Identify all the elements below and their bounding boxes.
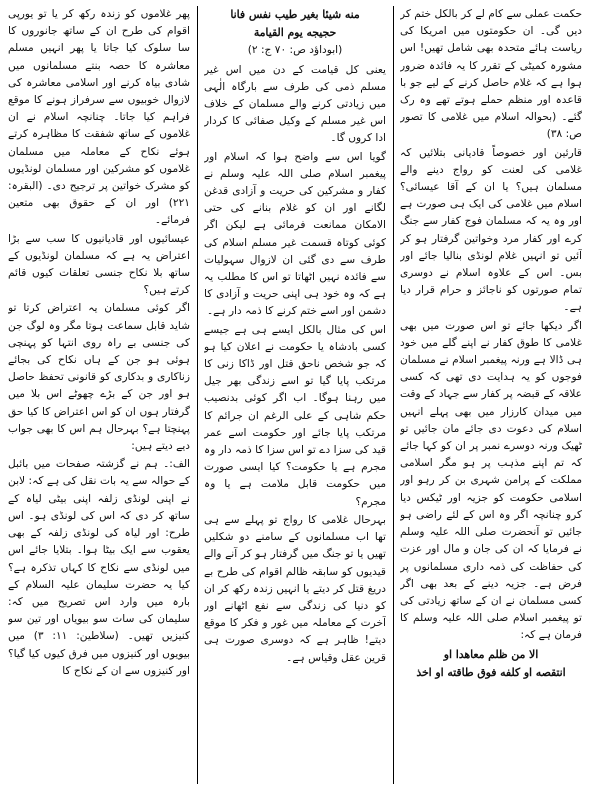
paragraph: قارئین اور خصوصاً قادیانی بتلائیں کہ غلامی کی لعنت کو رواج دینے والے مسلمان ہیں؟ یا ان کے آقا عیسائی؟ اسلام میں غلامی کی ایک ہی صورت ہے اور وہ یہ کہ مسلمان فوج کفار سے جنگ کرے اور کفار مرد وخواتین گرفتار ہو کر آئیں تو انہیں غلام لونڈی بنالیا جائے اور بس۔ اس کے علاوہ اسلام نے دوسری تمام صورتوں کو ناجائز و حرام قرار دیا ہے۔ xyxy=(400,146,582,314)
paragraph: حکمت عملی سے کام لے کر بالکل ختم کر دیں گی۔ ان حکومتوں میں امریکا کی ریاست ہائے متحدہ بھی شامل تھیں! اس مشورہ کمیٹی کے تقرر کا یہ فائدہ ضرور ہوا ہے کہ غلام حاصل کرنے کے لیے جو با قاعدہ اور منظم حملے ہوتے تھے وہ رک گئے۔ (بحوالہ اسلام میں غلامی کا تصور ص: ۳۸) xyxy=(400,8,582,141)
paragraph: یعنی کل قیامت کے دن میں اس غیر مسلم ذمی کی طرف سے بارگاہ الٰہی میں زیادتی کرنے والے مسلمان کے خلاف اس غیر مسلم کے وکیل صفائی کا کردار ادا کروں گا۔ xyxy=(204,63,386,145)
column-divider xyxy=(393,6,394,784)
reference: (ابوداؤد ص: ۷۰ ج: ۲) xyxy=(247,44,343,57)
arabic-quote-line: منه شيئا بغير طيب نفس فانا xyxy=(230,8,360,21)
arabic-quote-line: الا من ظلم معاهدا او xyxy=(443,647,539,661)
arabic-quote-line: انتقصه او كلفه فوق طاقته او اخذ xyxy=(416,665,566,679)
column-left xyxy=(8,6,190,784)
arabic-quote-line: حجيجه يوم القيامة xyxy=(253,26,337,40)
paragraph: عیسائیوں اور قادیانیوں کا سب سے بڑا اعتراض یہ ہے کہ مسلمان لونڈیوں کے ساتھ بلا نکاح جنسی تعلقات کیوں قائم کرتے ہیں؟ xyxy=(8,232,190,297)
column-divider xyxy=(197,6,198,784)
paragraph: بہرحال غلامی کا رواج تو پہلے سے ہی تھا اب مسلمانوں کے سامنے دو شکلیں تھیں یا تو جنگ میں گرفتار ہو کر آنے والے قیدیوں کو سابقہ ظالم اقوام کی طرح بے دریغ قتل کر دیتے یا انہیں زندہ رکھ کر ان کو دنیا کی زندگی سے نفع اٹھانے اور آخرت کے معاملہ میں غور و فکر کا موقع دیتے! ظاہر ہے کہ دوسری صورت ہی قرین عقل وقیاس ہے۔ xyxy=(204,513,386,664)
paragraph: پھر غلاموں کو زندہ رکھ کر یا تو یورپی اقوام کی طرح ان کے ساتھ جانوروں کا سا سلوک کیا جاتا یا پھر انہیں مسلم معاشرہ کا حصہ بنتے مسلمانوں میں شادی بیاہ کرنے اور اسلامی معاشرہ کی لازوال خوبیوں سے سرفراز ہونے کا موقع فراہم کیا جاتا۔ چنانچہ اسلام نے ان غلاموں کے ساتھ شفقت کا مظاہرہ کرتے ہوئے نکاح کے معاملہ میں مسلمان غلاموں کو مشرکین اور مسلمان لونڈیوں کو مشرک خواتین پر ترجیح دی۔ (البقرہ: ۲۲۱) اور ان کے حقوق بھی متعین فرمائے۔ xyxy=(8,8,190,227)
paragraph: الف:۔ ہم نے گزشتہ صفحات میں بائبل کے حوالہ سے یہ بات نقل کی ہے کہ: لابن نے اپنی لونڈی زلفہ اپنی بیٹی لیاہ کے ساتھ کر دی کہ اس کی لونڈی ہو۔ اس طرح: اور لیاہ کی لونڈی زلفہ کے بھی یعقوب سے ایک بیٹا ہوا۔ بتلایا جائے اس میں لونڈی سے نکاح کا کہاں تذکرہ ہے؟ کیا یہ حضرت سلیمان علیہ السلام کے بارہ میں وارد اس تصریح میں کہ: سلیمان کی سات سو بیویاں اور تین سو کنیزیں تھیں۔ (سلاطین: ۱۱: ۳) میں بیویوں اور کنیزوں میں فرق کیوں کیا گیا؟ اور کنیزوں سے ان کے نکاح کا xyxy=(8,458,190,677)
column-right xyxy=(400,6,582,784)
paragraph: اس کی مثال بالکل ایسے ہی ہے جیسے کسی بادشاہ یا حکومت نے اعلان کیا ہو کہ جو شخص ناحق قتل اور ڈاکا زنی کا مرتکب پایا گیا تو اسے زندگی بھر جیل میں رہنا ہوگا۔ اب اگر کوئی بدنصیب حکم شاہی کے علی الرغم ان جرائم کا مرتکب پایا جائے اور حکومت اسے عمر قید کی سزا دے تو اس سزا کا ذمہ دار وہ مجرم ہے یا حکومت؟ کیا ایسی صورت میں حکومت قابل ملامت ہے یا وہ مجرم؟ xyxy=(204,323,386,508)
paragraph: اگر دیکھا جائے تو اس صورت میں بھی غلامی کا طوق کفار نے اپنے گلے میں خود ہی ڈالا ہے ورنہ پیغمبر اسلام نے مسلمان فوجوں کو یہ ہدایت دی تھی کہ کسی علاقہ کے قبضہ پر کفار سے جہاد کے وقت میں میدان کارزار میں بھی پہلے انہیں اسلام کی دعوت دی جائے مان جائیں تو ٹھیک ورنہ دوسرے نمبر پر ان کو کہا جائے کہ تم اپنے مذہب پر ہو مگر اسلامی مملکت کے پرامن شہری بن کر رہو اور اسلامی حکومت کو جزیہ اور ٹیکس دیا کرو چنانچہ اگر وہ اس کے لئے راضی ہو جائیں تو آنحضرت صلی اللہ علیہ وسلم نے فرمایا کہ ان کی جان و مال اور عزت کی حفاظت کی ذمہ داری مسلمانوں پر فرض ہے۔ جزیہ دینے کے بعد بھی اگر کسی مسلمان نے ان کے ساتھ زیادتی کی تو پیغمبر اسلام صلی اللہ علیہ وسلم کا فرمان ہے کہ: xyxy=(400,319,582,642)
column-middle xyxy=(204,6,386,784)
text-columns xyxy=(8,6,582,784)
paragraph: گویا اس سے واضح ہوا کہ اسلام اور پیغمبر اسلام صلی اللہ علیہ وسلم نے کفار و مشرکین کی حریت و آزادی قدغن لگانے اور ان کو غلام بنانے کی حتی الامکان ممانعت فرمائی ہے لیکن اگر کوئی کوتاہ قسمت غیر مسلم اسلام کی طرف سے دی گئی ان لازوال سہولیات سے فائدہ نہیں اٹھاتا تو اس کا مطلب یہ ہے کہ وہ خود ہی اپنی حریت و آزادی کا دشمن اور اسے ختم کرنے کا ذمہ دار ہے۔ xyxy=(204,150,386,318)
paragraph: اگر کوئی مسلمان یہ اعتراض کرتا تو شاید قابل سماعت ہوتا مگر وہ لوگ جن کی جنسی بے راہ روی انتہا کو پہنچی ہوئی ہو جن کے ہاں نکاح کی بجائے زناکاری و بدکاری کو قانونی تحفظ حاصل ہو اور جن کے بڑے چھوٹے اس بلا میں گرفتار ہوں ان کو اس اعتراض کا کیا حق پہنچتا ہے؟ بہرحال ہم اس کا بھی جواب دیے دیتے ہیں: xyxy=(8,302,190,453)
